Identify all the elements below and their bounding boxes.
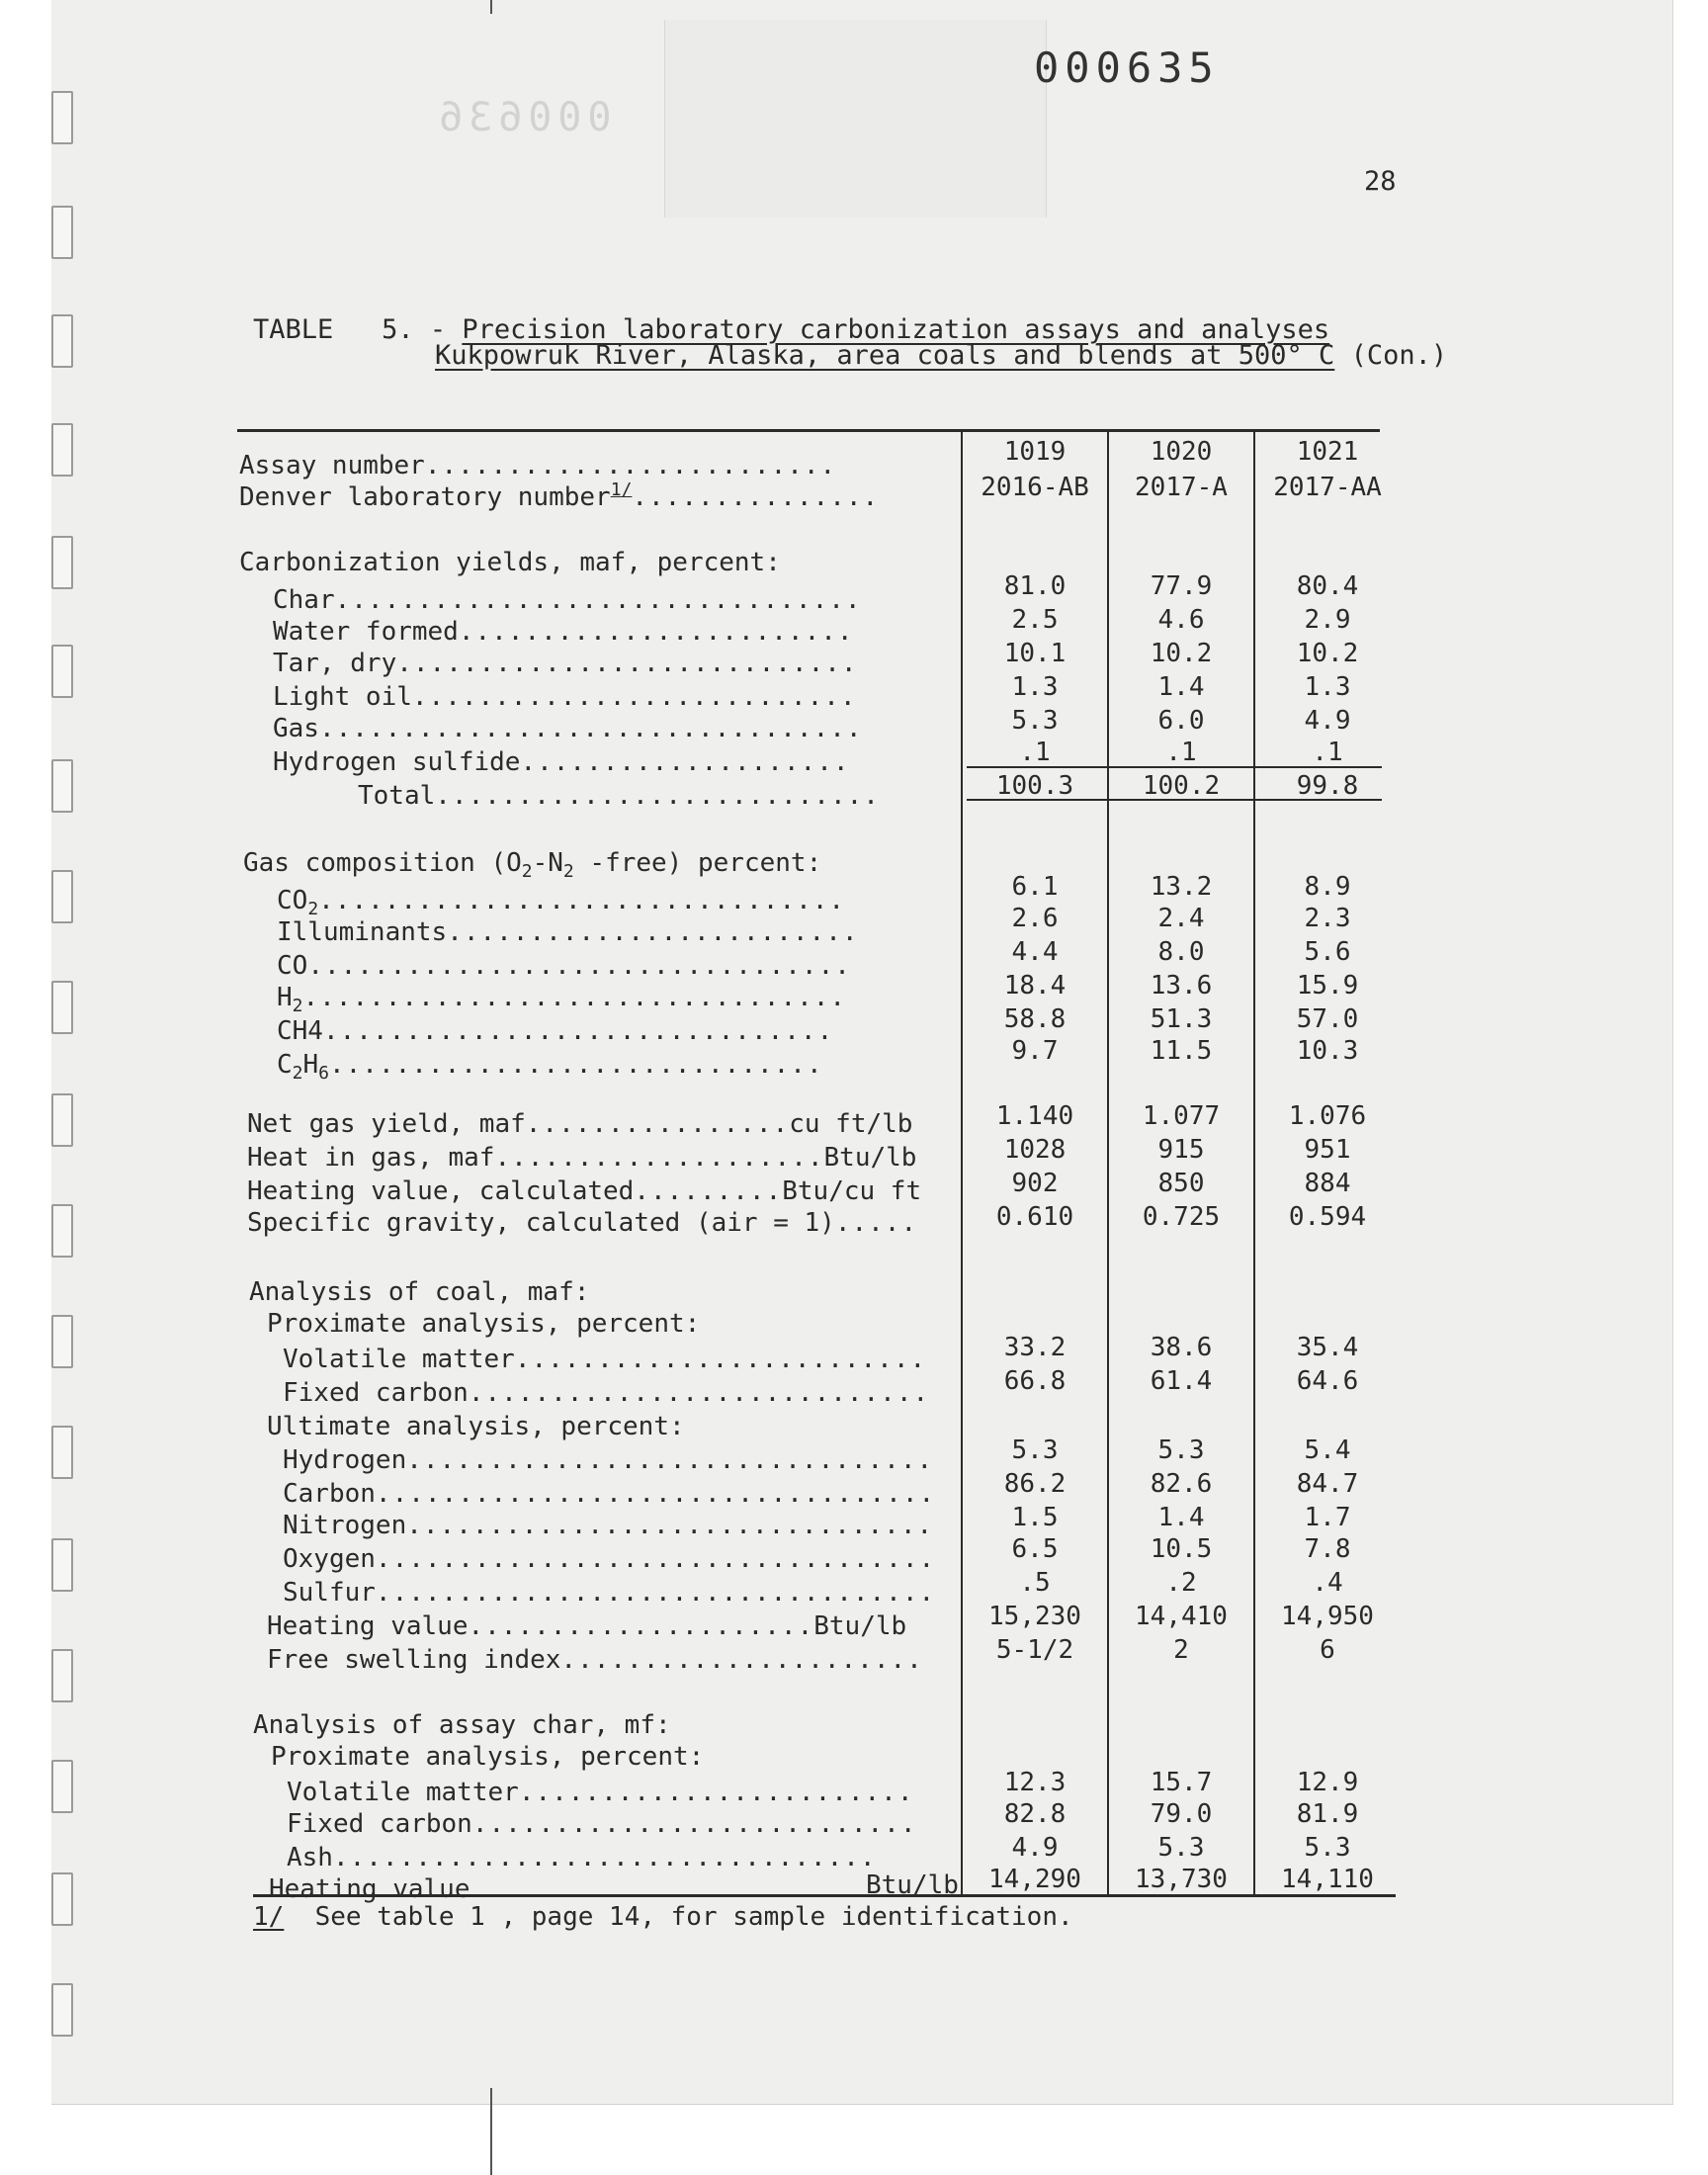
document-stamp-number: 000635 <box>1034 44 1220 92</box>
cell-oxygen-1019: 6.5 <box>1011 1534 1059 1564</box>
cell-total-1020: 100.2 <box>1142 771 1221 801</box>
cell-char-heating-1020: 13,730 <box>1135 1865 1228 1894</box>
cell-heat-gas-1021: 951 <box>1304 1135 1351 1165</box>
char-proximate-header: Proximate analysis, percent: <box>271 1742 705 1772</box>
cell-illuminants-1019: 2.6 <box>1011 904 1059 933</box>
cell-c2h6-1021: 10.3 <box>1296 1036 1359 1066</box>
table-number: 5. - <box>382 314 447 345</box>
row-label-heating-value: Heating value.....................Btu/lb <box>267 1611 907 1641</box>
cell-sp-gravity-1019: 0.610 <box>995 1202 1074 1232</box>
spine-line-top <box>490 0 492 14</box>
row-label-light-oil: Light oil........................... <box>273 682 857 712</box>
gas-composition-header: Gas composition ($O_2-N_2$ -free) percent: <box>243 848 822 882</box>
assay-number-1019: 1019 <box>1003 437 1067 467</box>
cell-gas-1019: 5.3 <box>1011 706 1059 736</box>
cell-net-gas-1021: 1.076 <box>1288 1101 1367 1131</box>
cell-heating-value-1020: 14,410 <box>1135 1602 1228 1631</box>
cell-heating-value-1021: 14,950 <box>1281 1602 1374 1631</box>
cell-co-1019: 4.4 <box>1011 937 1059 967</box>
cell-char-ash-1019: 4.9 <box>1011 1833 1059 1863</box>
bleed-through-area <box>664 20 1047 218</box>
table-title-text-1: Precision laboratory carbonization assays and analyses <box>462 314 1330 345</box>
binder-hole <box>51 91 73 144</box>
cell-char-fixed-carbon-1020: 79.0 <box>1150 1799 1213 1829</box>
binder-hole <box>51 1204 73 1258</box>
cell-ch4-1021: 57.0 <box>1296 1004 1359 1034</box>
cell-sulfur-1019: .5 <box>1019 1568 1051 1598</box>
cell-char-1019: 81.0 <box>1003 571 1067 601</box>
assay-number-1021: 1021 <box>1296 437 1359 467</box>
cell-hydrogen-1021: 5.4 <box>1304 1436 1351 1465</box>
row-label-tar: Tar, dry............................ <box>273 649 858 678</box>
cell-h2s-1021: .1 <box>1312 738 1343 767</box>
cell-gas-1021: 4.9 <box>1304 706 1351 736</box>
cell-ch4-1019: 58.8 <box>1003 1004 1067 1034</box>
cell-fixed-carbon-1021: 64.6 <box>1296 1366 1359 1396</box>
cell-nitrogen-1020: 1.4 <box>1157 1503 1205 1532</box>
binder-hole <box>51 645 73 698</box>
row-label-fixed-carbon: Fixed carbon............................ <box>283 1378 930 1408</box>
row-label-char-heating-value: Heating value <box>269 1874 470 1904</box>
cell-heating-value-1019: 15,230 <box>988 1602 1081 1631</box>
binder-hole <box>51 1760 73 1813</box>
cell-carbon-1019: 86.2 <box>1003 1469 1067 1499</box>
lab-number-col2: 2017-A <box>1135 473 1228 502</box>
row-label-net-gas-yield: Net gas yield, maf................cu ft/lb <box>247 1109 913 1139</box>
cell-ch4-1020: 51.3 <box>1150 1004 1213 1034</box>
cell-total-1021: 99.8 <box>1296 771 1359 801</box>
row-label-ch4: CH4............................... <box>277 1016 834 1046</box>
proximate-analysis-header: Proximate analysis, percent: <box>267 1309 701 1339</box>
cell-gas-1020: 6.0 <box>1157 706 1205 736</box>
cell-water-1021: 2.9 <box>1304 605 1351 635</box>
cell-co-1020: 8.0 <box>1157 937 1205 967</box>
binder-hole <box>51 870 73 923</box>
denver-lab-label: Denver laboratory number$^{1/}$............... <box>239 479 880 512</box>
cell-heating-calc-1020: 850 <box>1157 1169 1205 1198</box>
row-label-c2h6: $C_2H_6$.............................. <box>277 1050 823 1084</box>
cell-char-ash-1021: 5.3 <box>1304 1833 1351 1863</box>
cell-fixed-carbon-1020: 61.4 <box>1150 1366 1213 1396</box>
row-label-char-heating-unit: Btu/lb <box>866 1870 959 1900</box>
table-label: TABLE <box>253 314 334 345</box>
row-label-heating-value-calc: Heating value, calculated.........Btu/cu ft <box>247 1176 922 1206</box>
cell-tar-1020: 10.2 <box>1150 639 1213 668</box>
cell-illuminants-1020: 2.4 <box>1157 904 1205 933</box>
cell-char-volatile-1020: 15.7 <box>1150 1768 1213 1797</box>
cell-char-heating-1019: 14,290 <box>988 1865 1081 1894</box>
footnote-text: See table 1 , page 14, for sample identification. <box>314 1902 1073 1932</box>
assay-number-1020: 1020 <box>1150 437 1213 467</box>
binder-hole <box>51 981 73 1034</box>
cell-fsi-1021: 6 <box>1320 1635 1335 1665</box>
spine-line-bottom <box>490 2088 492 2175</box>
row-label-illuminants: Illuminants......................... <box>277 917 859 947</box>
cell-c2h6-1019: 9.7 <box>1011 1036 1059 1066</box>
cell-carbon-1021: 84.7 <box>1296 1469 1359 1499</box>
cell-sulfur-1020: .2 <box>1165 1568 1197 1598</box>
footnote-marker: 1/ <box>253 1902 285 1932</box>
page-number: 28 <box>1364 166 1397 197</box>
carbonization-yields-header: Carbonization yields, maf, percent: <box>239 548 781 577</box>
cell-char-1020: 77.9 <box>1150 571 1213 601</box>
binder-hole <box>51 1872 73 1926</box>
cell-h2-1020: 13.6 <box>1150 971 1213 1000</box>
cell-heating-calc-1021: 884 <box>1304 1169 1351 1198</box>
cell-char-ash-1020: 5.3 <box>1157 1833 1205 1863</box>
cell-volatile-1020: 38.6 <box>1150 1333 1213 1362</box>
binder-hole <box>51 1649 73 1702</box>
table-title-text-2: Kukpowruk River, Alaska, area coals and blends at 500° C <box>435 340 1335 371</box>
row-label-char-ash: Ash................................. <box>287 1843 877 1872</box>
binder-hole <box>51 1093 73 1147</box>
cell-tar-1021: 10.2 <box>1296 639 1359 668</box>
table-title-suffix: (Con.) <box>1350 340 1448 371</box>
cell-carbon-1020: 82.6 <box>1150 1469 1213 1499</box>
cell-co2-1019: 6.1 <box>1011 872 1059 902</box>
cell-tar-1019: 10.1 <box>1003 639 1067 668</box>
assay-number-label: Assay number......................... <box>239 451 837 480</box>
row-label-sulfur: Sulfur.................................. <box>283 1578 936 1608</box>
cell-co2-1020: 13.2 <box>1150 872 1213 902</box>
row-label-h2: $H_2$................................. <box>277 983 847 1016</box>
row-label-co2: $CO_2$................................ <box>277 886 846 919</box>
ultimate-analysis-header: Ultimate analysis, percent: <box>267 1412 685 1441</box>
cell-hydrogen-1019: 5.3 <box>1011 1436 1059 1465</box>
cell-fsi-1019: 5-1/2 <box>995 1635 1074 1665</box>
analysis-of-coal-header: Analysis of coal, maf: <box>249 1277 590 1307</box>
analysis-of-char-header: Analysis of assay char, mf: <box>253 1710 671 1740</box>
cell-light-oil-1019: 1.3 <box>1011 672 1059 702</box>
row-label-oxygen: Oxygen.................................. <box>283 1544 936 1574</box>
row-label-specific-gravity: Specific gravity, calculated (air = 1)..... <box>247 1208 918 1238</box>
binder-hole <box>51 206 73 259</box>
binder-hole <box>51 759 73 813</box>
cell-co-1021: 5.6 <box>1304 937 1351 967</box>
row-label-volatile-matter: Volatile matter......................... <box>283 1345 927 1374</box>
binder-hole <box>51 1315 73 1368</box>
cell-h2s-1020: .1 <box>1165 738 1197 767</box>
row-label-char: Char................................ <box>273 585 862 615</box>
cell-char-1021: 80.4 <box>1296 571 1359 601</box>
cell-net-gas-1019: 1.140 <box>995 1101 1074 1131</box>
cell-heat-gas-1020: 915 <box>1157 1135 1205 1165</box>
row-label-co: CO................................. <box>277 951 851 981</box>
cell-char-heating-1021: 14,110 <box>1281 1865 1374 1894</box>
footnote <box>253 1902 1073 1932</box>
cell-total-1019: 100.3 <box>995 771 1074 801</box>
cell-h2s-1019: .1 <box>1019 738 1051 767</box>
cell-nitrogen-1021: 1.7 <box>1304 1503 1351 1532</box>
row-label-water-formed: Water formed........................ <box>273 617 854 647</box>
row-label-gas: Gas................................. <box>273 714 863 743</box>
cell-char-fixed-carbon-1019: 82.8 <box>1003 1799 1067 1829</box>
table-title-line2 <box>435 340 1447 371</box>
row-label-heat-in-gas: Heat in gas, maf....................Btu/lb <box>247 1143 917 1173</box>
cell-char-volatile-1021: 12.9 <box>1296 1768 1359 1797</box>
binder-hole <box>51 1983 73 2037</box>
cell-water-1020: 4.6 <box>1157 605 1205 635</box>
cell-sulfur-1021: .4 <box>1312 1568 1343 1598</box>
cell-oxygen-1021: 7.8 <box>1304 1534 1351 1564</box>
cell-fixed-carbon-1019: 66.8 <box>1003 1366 1067 1396</box>
cell-oxygen-1020: 10.5 <box>1150 1534 1213 1564</box>
binder-hole <box>51 536 73 589</box>
cell-h2-1021: 15.9 <box>1296 971 1359 1000</box>
row-label-total: Total........................... <box>358 781 880 811</box>
cell-water-1019: 2.5 <box>1011 605 1059 635</box>
cell-hydrogen-1020: 5.3 <box>1157 1436 1205 1465</box>
cell-heat-gas-1019: 1028 <box>1003 1135 1067 1165</box>
cell-h2-1019: 18.4 <box>1003 971 1067 1000</box>
cell-char-volatile-1019: 12.3 <box>1003 1768 1067 1797</box>
binder-hole <box>51 1426 73 1479</box>
cell-volatile-1021: 35.4 <box>1296 1333 1359 1362</box>
cell-char-fixed-carbon-1021: 81.9 <box>1296 1799 1359 1829</box>
binder-hole <box>51 423 73 477</box>
cell-light-oil-1020: 1.4 <box>1157 672 1205 702</box>
row-label-free-swelling-index: Free swelling index...................... <box>267 1645 923 1675</box>
cell-heating-calc-1019: 902 <box>1011 1169 1059 1198</box>
binder-hole <box>51 314 73 368</box>
lab-number-col1: 2016-AB <box>981 473 1089 502</box>
row-label-nitrogen: Nitrogen................................ <box>283 1511 934 1540</box>
cell-c2h6-1020: 11.5 <box>1150 1036 1213 1066</box>
table-top-rule <box>237 429 1380 432</box>
cell-fsi-1020: 2 <box>1173 1635 1189 1665</box>
ghost-stamp: 000636 <box>433 95 612 140</box>
cell-light-oil-1021: 1.3 <box>1304 672 1351 702</box>
row-label-char-volatile: Volatile matter........................ <box>287 1778 914 1807</box>
row-label-hydrogen: Hydrogen................................ <box>283 1445 934 1475</box>
lab-number-col3: 2017-AA <box>1273 473 1382 502</box>
row-label-carbon: Carbon.................................. <box>283 1479 936 1509</box>
cell-nitrogen-1019: 1.5 <box>1011 1503 1059 1532</box>
cell-net-gas-1020: 1.077 <box>1142 1101 1221 1131</box>
cell-co2-1021: 8.9 <box>1304 872 1351 902</box>
cell-volatile-1019: 33.2 <box>1003 1333 1067 1362</box>
row-label-hydrogen-sulfide: Hydrogen sulfide.................... <box>273 747 850 777</box>
binder-hole <box>51 1538 73 1592</box>
cell-sp-gravity-1020: 0.725 <box>1142 1202 1221 1232</box>
cell-illuminants-1021: 2.3 <box>1304 904 1351 933</box>
cell-sp-gravity-1021: 0.594 <box>1288 1202 1367 1232</box>
row-label-char-fixed-carbon: Fixed carbon........................... <box>287 1809 917 1839</box>
